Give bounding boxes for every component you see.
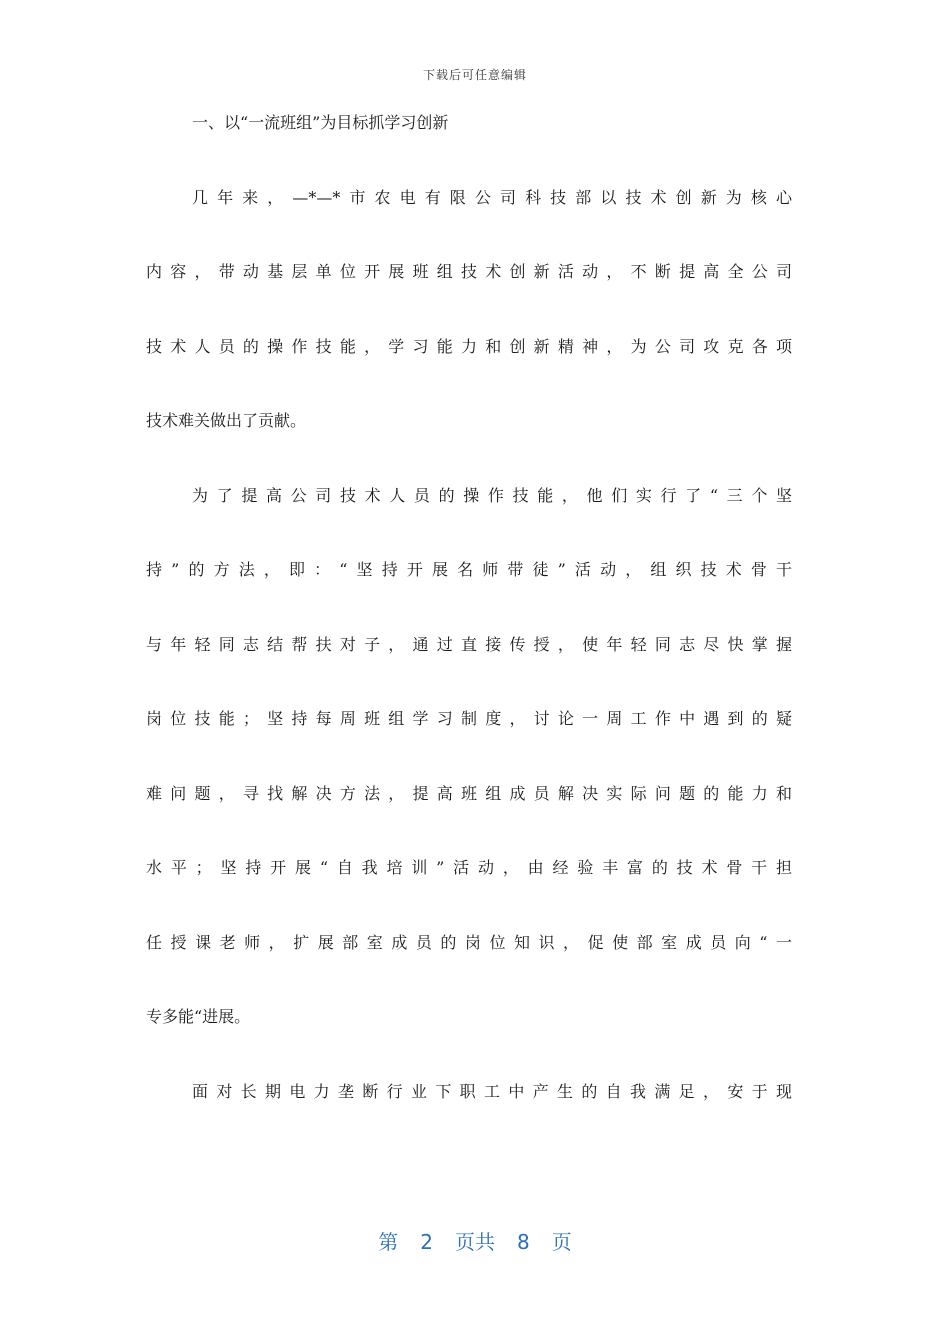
text-line: 任授课老师，扩展部室成员的岗位知识，促使部室成员向“一	[146, 932, 792, 952]
text-line: 持”的方法，即：“坚持开展名师带徒”活动，组织技术骨干	[146, 560, 792, 579]
text-line: 内容，带动基层单位开展班组技术创新活动，不断提高全公司	[146, 262, 792, 281]
text-line: 难问题，寻找解决方法，提高班组成员解决实际问题的能力和	[146, 783, 792, 803]
footer-middle: 页共	[455, 1230, 495, 1254]
total-pages-number: 8	[517, 1230, 530, 1254]
paragraph	[146, 185, 792, 483]
text-line: 技术难关做出了贡献。	[146, 411, 307, 430]
current-page-number: 2	[420, 1230, 433, 1254]
text-line: 技术人员的操作技能，学习能力和创新精神，为公司攻克各项	[146, 336, 792, 356]
text-line: 与年轻同志结帮扶对子，通过直接传授，使年轻同志尽快掌握	[146, 634, 792, 654]
page-footer	[0, 1226, 950, 1255]
document-body	[146, 110, 792, 1153]
text-line: 几年来，—*—*市农电有限公司科技部以技术创新为核心	[192, 187, 792, 207]
section-heading	[146, 110, 792, 185]
text-line: 为了提高公司技术人员的操作技能，他们实行了“三个坚	[192, 485, 792, 505]
text-line: 一、以“一流班组”为目标抓学习创新	[192, 113, 449, 132]
text-line: 面对长期电力垄断行业下职工中产生的自我满足，安于现	[192, 1081, 792, 1101]
text-line: 岗位技能；坚持每周班组学习制度，讨论一周工作中遇到的疑	[146, 709, 792, 728]
text-line: 水平；坚持开展“自我培训”活动，由经验丰富的技术骨干担	[146, 858, 792, 877]
text-line: 专多能“进展。	[146, 1007, 251, 1026]
footer-prefix: 第	[378, 1230, 399, 1254]
paragraph	[146, 483, 792, 1079]
paragraph	[146, 1079, 792, 1154]
header-note: 下载后可任意编辑	[422, 68, 527, 82]
footer-suffix: 页	[551, 1230, 572, 1254]
